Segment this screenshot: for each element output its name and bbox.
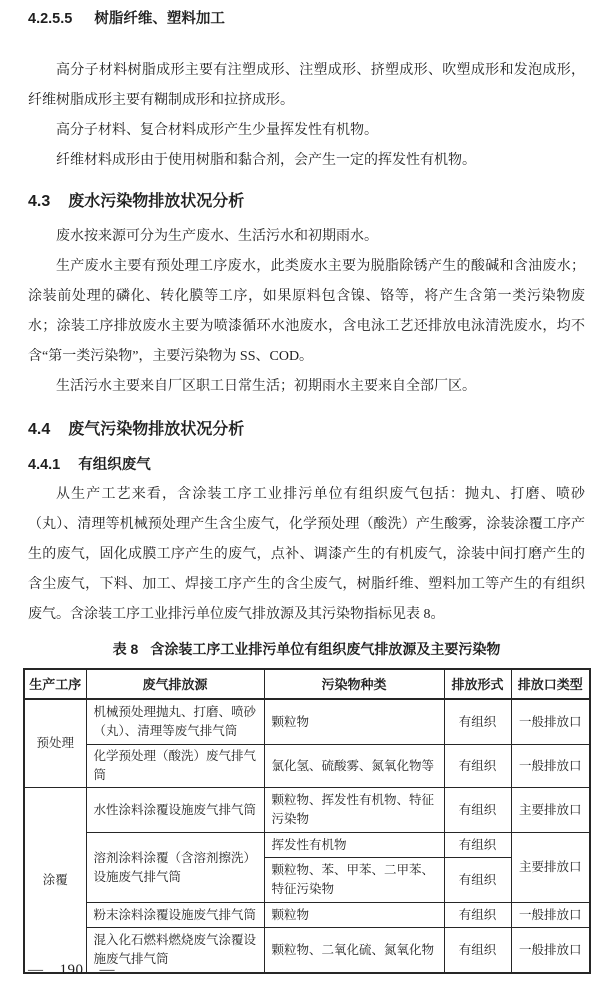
section-title: 有组织废气 xyxy=(78,457,151,473)
table-caption-label: 表 8 xyxy=(112,641,139,657)
cell-outlet-merged: 主要排放口 xyxy=(511,833,590,903)
section-number: 4.3 xyxy=(28,193,51,210)
column-header-process: 生产工序 xyxy=(24,669,86,699)
cell-form: 有组织 xyxy=(444,699,511,745)
section-heading-4-2-5-5 xyxy=(28,8,585,30)
section-heading-4-4 xyxy=(28,418,585,442)
table-row xyxy=(24,788,590,833)
table-row xyxy=(24,699,590,745)
paragraph-organized-waste-gas: 从生产工艺来看，含涂装工序工业排污单位有组织废气包括：抛丸、打磨、喷砂（丸）、清理等机械预处理产生含尘废气，化学预处理（酸洗）产生酸雾，涂装涂覆工序产生的废气，固化成膜工序产生的废气，点补、调漆产生的有机废气，涂装中间打磨产生的含尘废气，下料、加工、焊接工序产生的含尘废气，树脂纤维、塑料加工等产生的有组织废气。含涂装工序工业排污单位废气排放源及其污染物指标见表 8。 xyxy=(28,487,585,622)
table-row xyxy=(24,903,590,928)
table-row xyxy=(24,745,590,788)
cell-source: 水性涂料涂覆设施废气排气筒 xyxy=(86,788,264,833)
paragraph-polymer-voc: 高分子材料、复合材料成形产生少量挥发性有机物。 xyxy=(56,123,378,138)
column-header-source: 废气排放源 xyxy=(86,669,264,699)
section-number: 4.2.5.5 xyxy=(28,11,73,27)
section-number: 4.4.1 xyxy=(28,457,61,473)
cell-source: 混入化石燃料燃烧废气涂覆设施废气排气筒 xyxy=(86,928,264,974)
section-heading-4-4-1 xyxy=(28,454,585,476)
cell-form: 有组织 xyxy=(444,745,511,788)
cell-source-solvent: 溶剂涂料涂覆（含溶剂擦洗）设施废气排气筒 xyxy=(86,833,264,903)
table-header-row xyxy=(24,669,590,699)
table-row xyxy=(24,833,590,858)
cell-form: 有组织 xyxy=(444,833,511,858)
cell-outlet: 主要排放口 xyxy=(511,788,590,833)
cell-outlet: 一般排放口 xyxy=(511,903,590,928)
paragraph-production-wastewater: 生产废水主要有预处理工序废水，此类废水主要为脱脂除锈产生的酸碱和含油废水；涂装前处理的磷化、转化膜等工序，如果原料包含镍、铬等，将产生含第一类污染物废水；涂装工序排放废水主要为喷漆循环水池废水，含电泳工艺还排放电泳清洗废水，均不含“第一类污染物”，主要污染物为 SS、COD。 xyxy=(28,259,585,364)
table-caption xyxy=(28,638,585,660)
cell-pollutants: 颗粒物 xyxy=(264,699,444,745)
footer-dash-left: — xyxy=(28,962,44,978)
cell-pollutants: 颗粒物、苯、甲苯、二甲苯、特征污染物 xyxy=(264,858,444,903)
column-header-pollutants: 污染物种类 xyxy=(264,669,444,699)
section-number: 4.4 xyxy=(28,421,51,438)
cell-pollutants: 颗粒物 xyxy=(264,903,444,928)
column-header-form: 排放形式 xyxy=(444,669,511,699)
cell-pollutants: 挥发性有机物 xyxy=(264,833,444,858)
cell-source: 粉末涂料涂覆设施废气排气筒 xyxy=(86,903,264,928)
section-title: 树脂纤维、塑料加工 xyxy=(94,11,225,27)
cell-process-pretreatment: 预处理 xyxy=(24,699,86,788)
cell-form: 有组织 xyxy=(444,928,511,974)
cell-source: 化学预处理（酸洗）废气排气筒 xyxy=(86,745,264,788)
footer-dash-right: — xyxy=(99,962,115,978)
section-title: 废水污染物排放状况分析 xyxy=(68,193,245,210)
cell-form: 有组织 xyxy=(444,858,511,903)
cell-pollutants: 颗粒物、挥发性有机物、特征污染物 xyxy=(264,788,444,833)
column-header-outlet: 排放口类型 xyxy=(511,669,590,699)
page-number: 190 xyxy=(59,962,84,978)
paragraph-fiber-voc: 纤维材料成形由于使用树脂和黏合剂，会产生一定的挥发性有机物。 xyxy=(56,153,476,168)
cell-outlet: 一般排放口 xyxy=(511,928,590,974)
cell-outlet: 一般排放口 xyxy=(511,699,590,745)
table-caption-text: 含涂装工序工业排污单位有组织废气排放源及主要污染物 xyxy=(150,641,501,657)
cell-outlet: 一般排放口 xyxy=(511,745,590,788)
cell-pollutants: 颗粒物、二氧化硫、氮氧化物 xyxy=(264,928,444,974)
paragraph-wastewater-sources: 废水按来源可分为生产废水、生活污水和初期雨水。 xyxy=(56,229,378,244)
cell-form: 有组织 xyxy=(444,788,511,833)
cell-form: 有组织 xyxy=(444,903,511,928)
cell-pollutants: 氯化氢、硫酸雾、氮氧化物等 xyxy=(264,745,444,788)
cell-process-coating: 涂覆 xyxy=(24,788,86,974)
table-8-organized-waste-gas xyxy=(23,668,591,974)
cell-source: 机械预处理抛丸、打磨、喷砂（丸）、清理等废气排气筒 xyxy=(86,699,264,745)
page-footer xyxy=(28,962,115,979)
paragraph-domestic-wastewater: 生活污水主要来自厂区职工日常生活；初期雨水主要来自全部厂区。 xyxy=(56,379,476,394)
paragraph-resin-molding: 高分子材料树脂成形主要有注塑成形、注塑成形、挤塑成形、吹塑成形和发泡成形，纤维树脂成形主要有糊制成形和拉挤成形。 xyxy=(28,63,585,108)
section-heading-4-3 xyxy=(28,190,585,214)
section-title: 废气污染物排放状况分析 xyxy=(68,421,245,438)
